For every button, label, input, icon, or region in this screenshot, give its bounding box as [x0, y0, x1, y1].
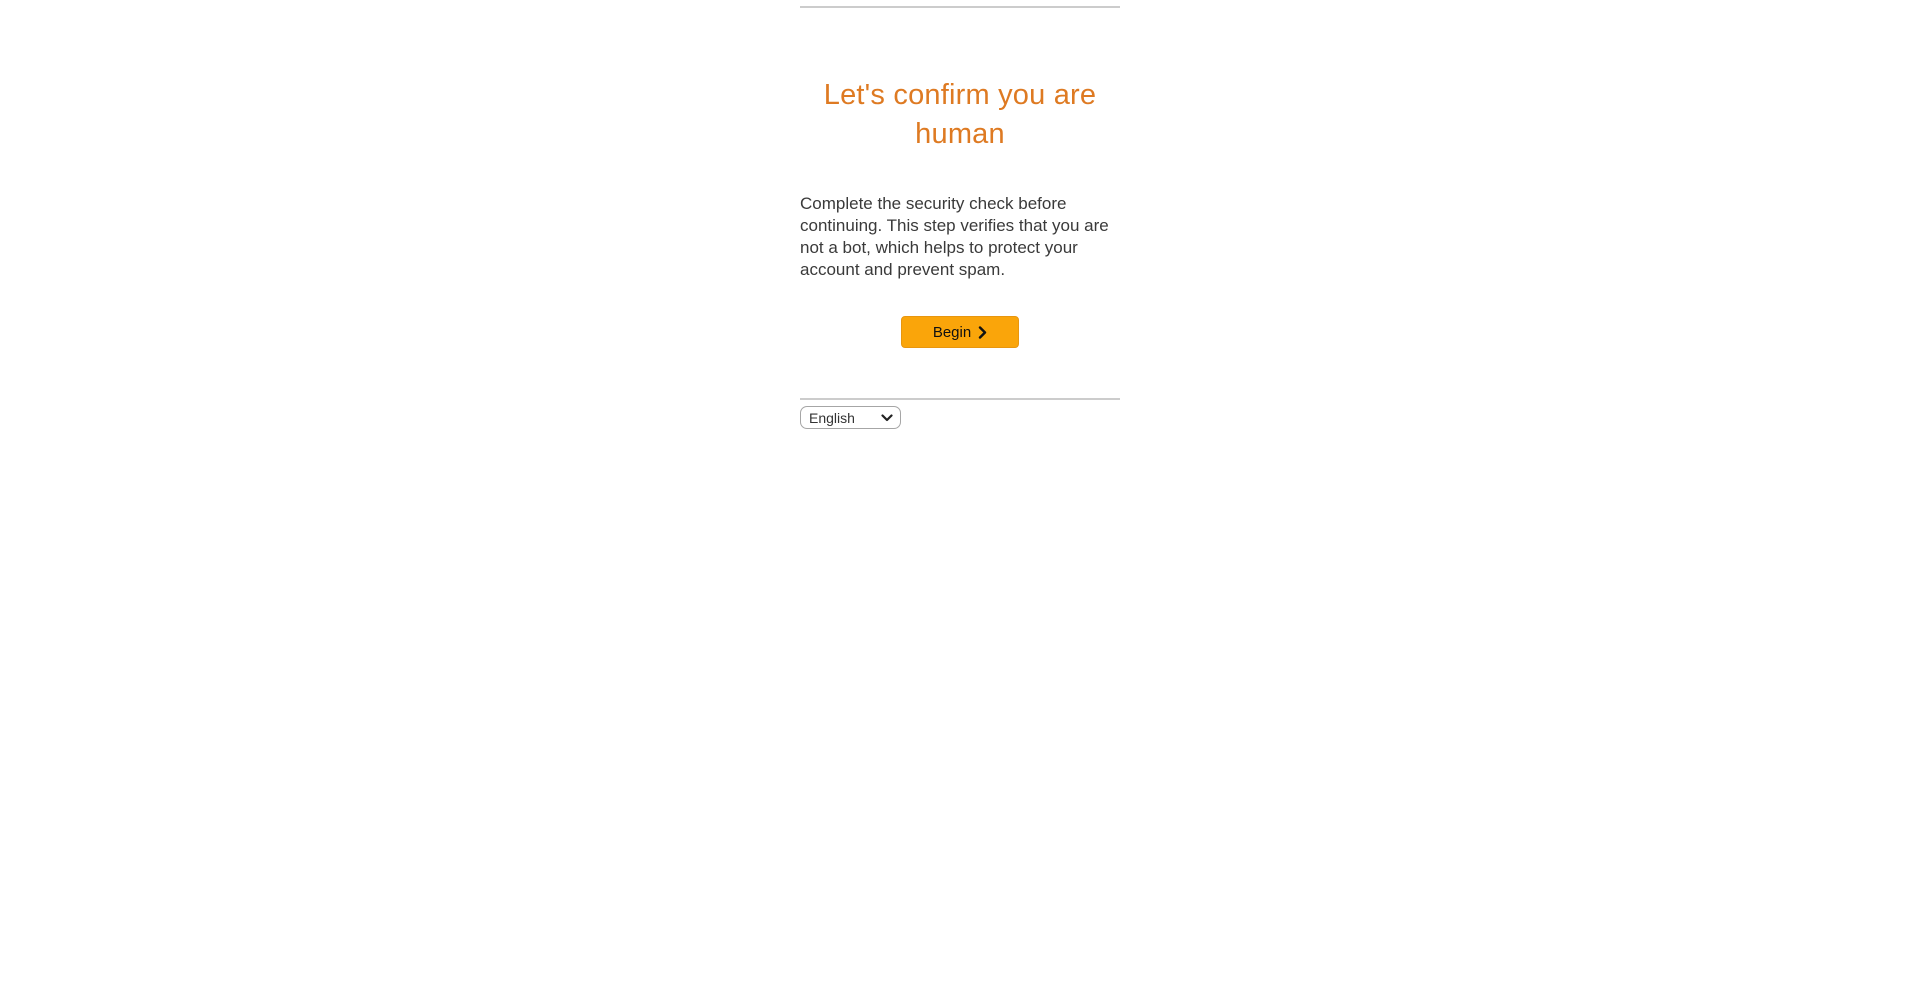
top-divider [800, 6, 1120, 8]
chevron-right-icon [978, 326, 987, 339]
language-select-wrapper [800, 406, 901, 429]
begin-button[interactable] [901, 316, 1019, 348]
bottom-divider [800, 398, 1120, 400]
captcha-column [800, 0, 1120, 429]
security-description: Complete the security check before continuing. This step verifies that you are not a bot, which helps to protect your account and prevent spam. [800, 194, 1109, 279]
begin-button-label: Begin [932, 323, 972, 341]
language-select[interactable] [800, 406, 901, 429]
page-title: Let's confirm you are human [823, 79, 1097, 150]
